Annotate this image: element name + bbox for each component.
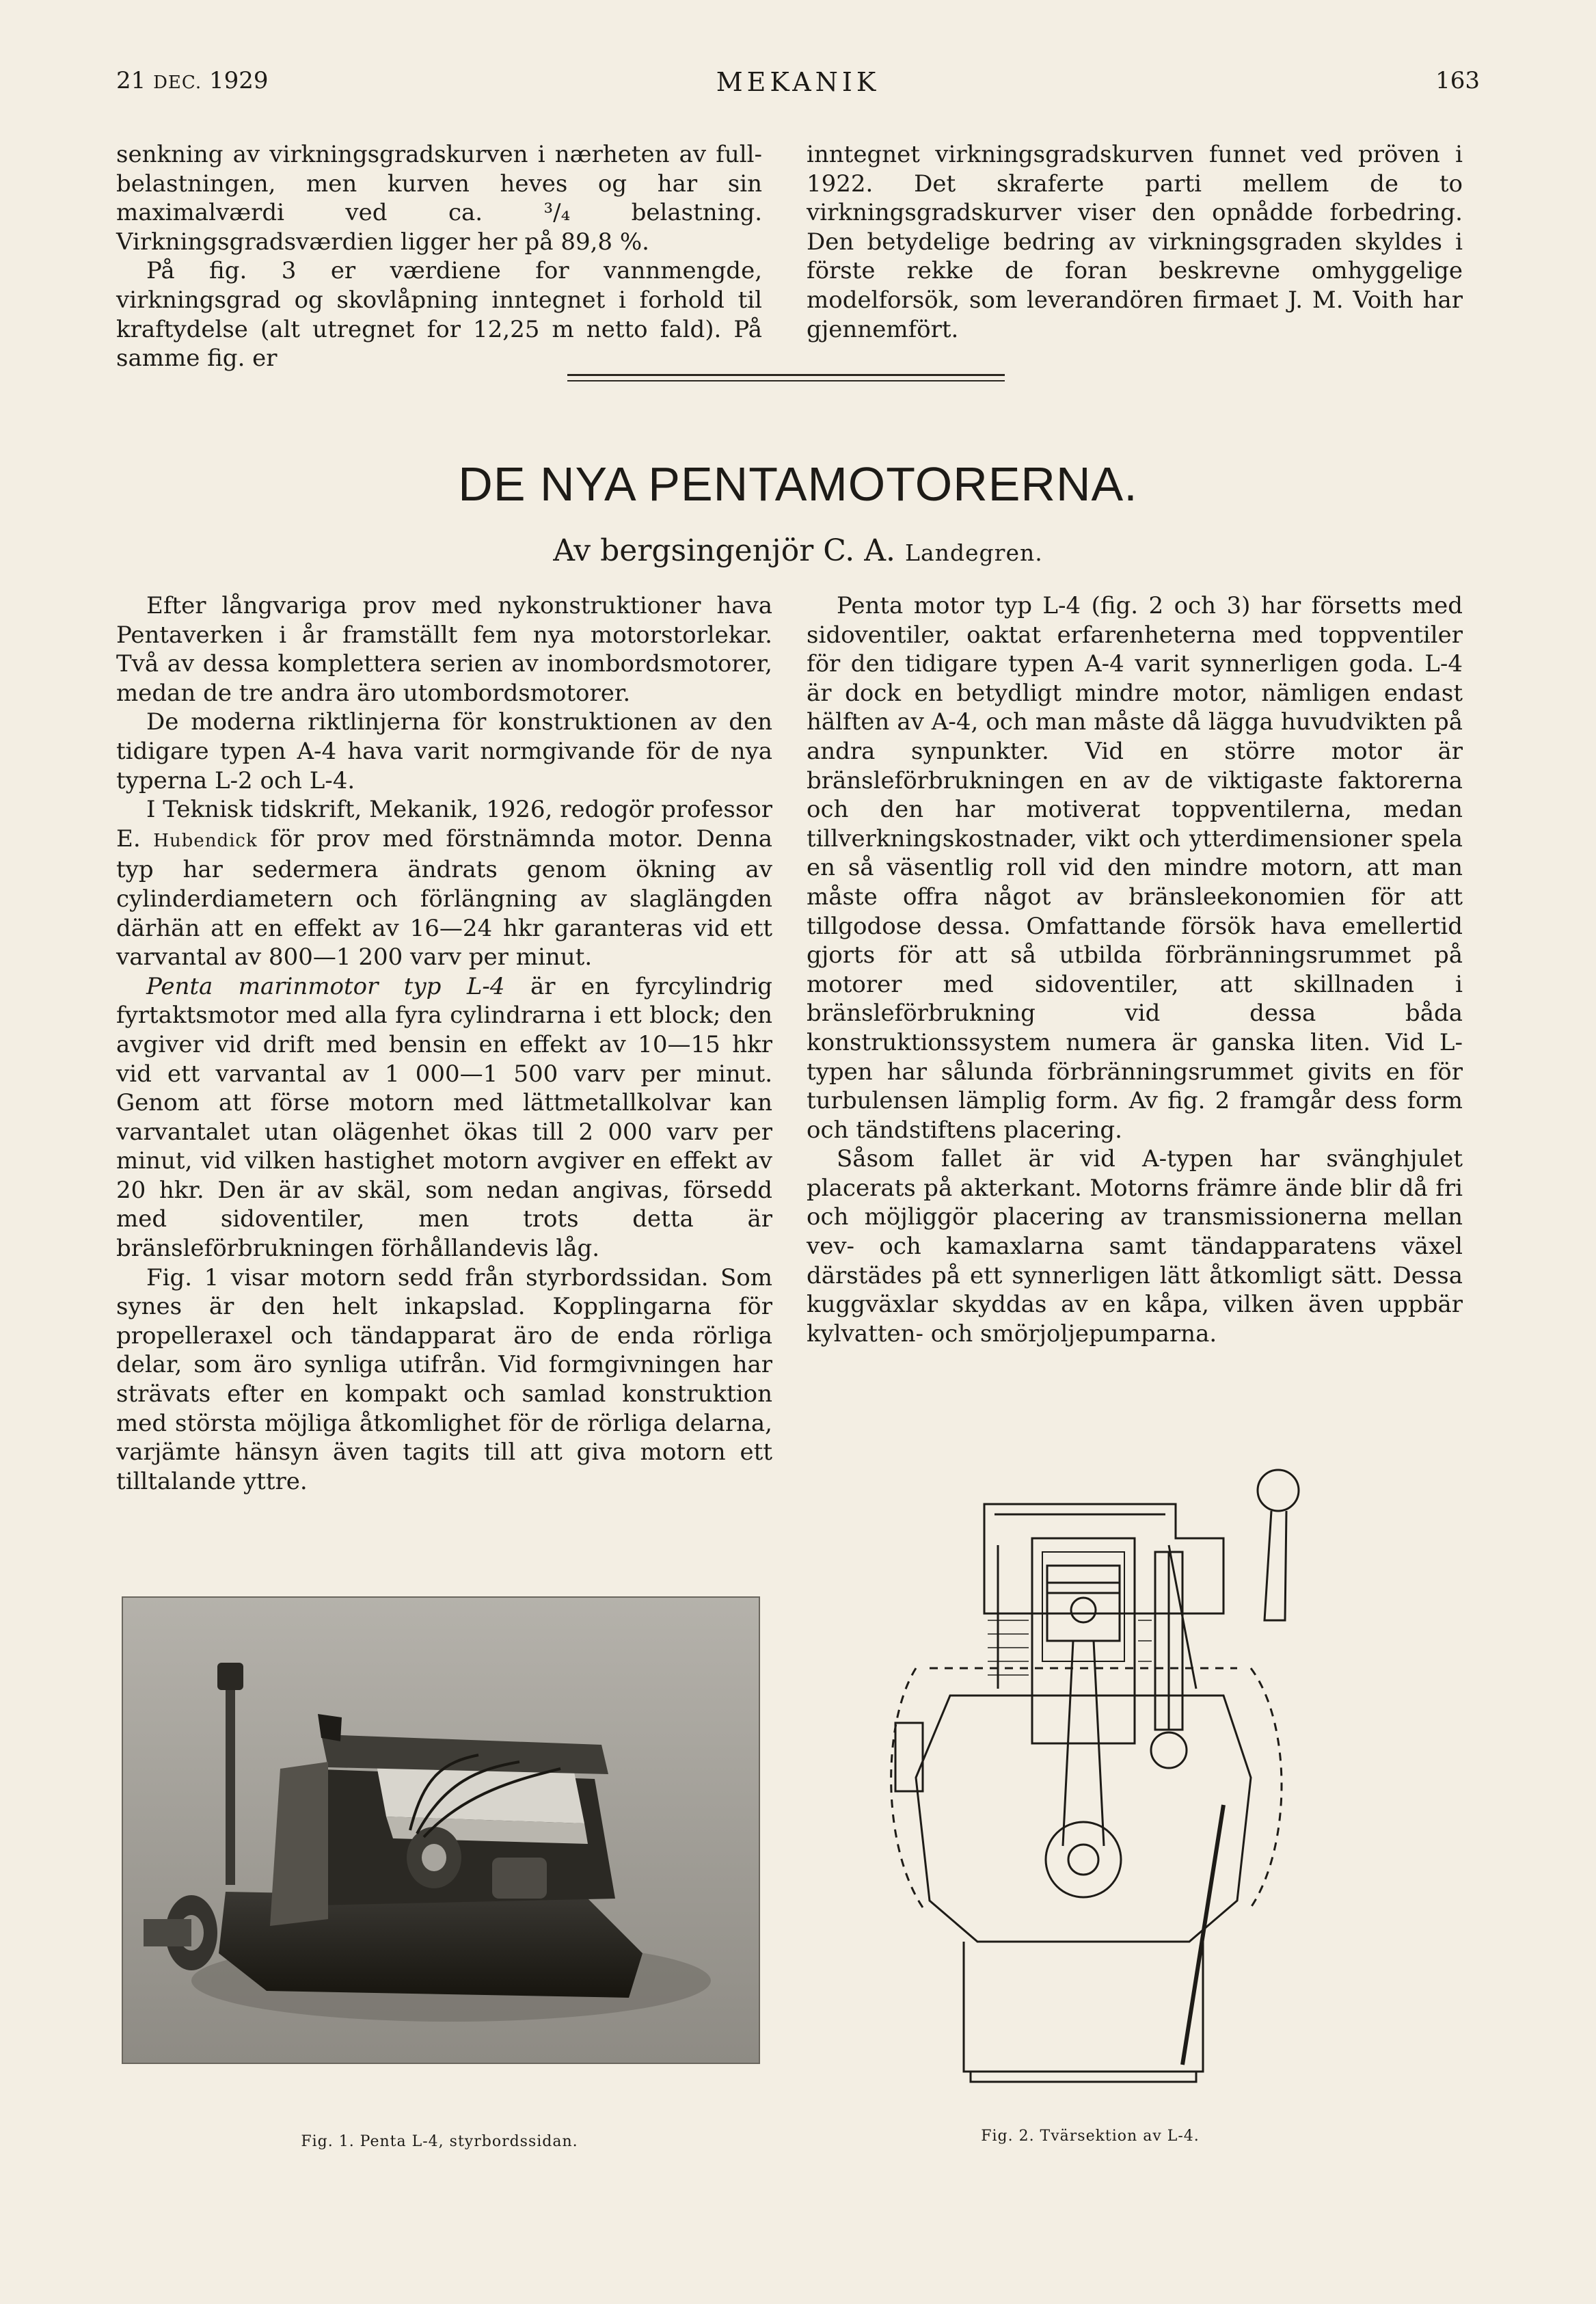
paragraph: Penta motor typ L-4 (fig. 2 och 3) har försetts med sidoventiler, oaktat erfarenheterna med toppventiler för den tidigare typen A-4 varit synnerligen goda. L-4 är dock en betydligt mindre motor, nämligen endast hälften av A-4, och man måste då lägga huvudvikten på andra synpunkter. Vid en större motor är bränsleförbrukningen en av de viktigaste faktorerna och den har motiverat toppventilerna, medan tillverkningskostnader, vikt och ytterdimensioner spela en så väsentlig roll vid den mindre motorn, att man måste offra något av bränsleekonomien för att tillgodose dessa. Omfattande försök hava emellertid gjorts för att så utbilda förbränningsrummet på motorer med sidoventiler, att skillnaden i bränsleförbrukning vid dessa båda konstruktionssystem numera är ganska liten. Vid L-typen har sålunda förbränningsrummet givits en för turbulensen lämplig form. Av fig. 2 framgår dess form och tändstiftens placering. [807,592,1463,1144]
byline: Av bergsingenjör C. A. Landegren. [553,533,1043,568]
running-head [116,67,1480,108]
paragraph: Efter långvariga prov med nykonstruktioner hava Pentaverken i år framställt fem nya motorstorlekar. Två av dessa komplettera serien av inombordsmotorer, medan de tre andra äro utombordsmotorer. [116,592,772,707]
section-divider [567,374,1005,385]
article-left-column [116,591,772,1496]
paragraph: Penta marinmotor typ L-4 är en fyrcylindrig fyrtaktsmotor med alla fyra cylindrarna i ett block; den avgiver vid drift med bensin en effekt av 10—15 hkr vid ett varvantal av 1 000—1 500 varv per minut. Genom att förse motorn med lättmetallkolvar kan varvantalet utan olägenhet ökas till 2 000 varv per minut, vid vilken hastighet motorn avgiver en effekt av 20 hkr. Den är av skäl, som nedan angivas, försedd med sidoventiler, men trots detta är bränsleförbrukningen förhållandevis låg. [116,972,772,1263]
figure-1-engine-photo [122,1596,760,2064]
figure-1-caption: Fig. 1. Penta L-4, styrbordssidan. [301,2133,578,2150]
paragraph: Fig. 1 visar motorn sedd från styrbordssidan. Som synes är den helt inkapslad. Kopplingarna för propelleraxel och tändapparat äro de enda rörliga delar, som äro synliga utifrån. Vid formgivningen har strävats efter en kompakt och samlad konstruktion med största möjliga åtkomlighet för de rörliga delarna, varjämte hänsyn även tagits till att giva motorn ett tilltalande yttre. [116,1263,772,1495]
article-right-column [807,591,1463,1348]
paragraph: De moderna riktlinjerna för konstruktionen av den tidigare typen A-4 hava varit normgivande för de nya typerna L-2 och L-4. [116,708,772,794]
figure-2-cross-section [868,1463,1312,2095]
page-number: 163 [1435,67,1480,94]
paragraph: På fig. 3 er værdiene for vannmengde, virkningsgrad og skovlåpning inntegnet i forhold til kraftydelse (alt utregnet for 12,25 m netto fald). På samme fig. er [116,257,762,373]
journal-name: MEKANIK [716,67,880,97]
author-name: Landegren. [905,539,1043,566]
article-title: DE NYA PENTAMOTORERNA. [458,457,1138,511]
engine-cross-section-drawing [868,1463,1312,2095]
paragraph: I Teknisk tidskrift, Mekanik, 1926, redogör professor E. Hubendick för prov med förstnämnda motor. Denna typ har sedermera ändrats genom ökning av cylinderdiametern och förlängning av slaglängden därhän att en effekt av 16—24 hkr garanteras vid ett varvantal av 800—1 200 varv per minut. [116,796,772,972]
paragraph: inntegnet virkningsgradskurven funnet ved pröven i 1922. Det skraferte parti mellem de to virkningsgradskurver viser den opnådde forbedring. Den betydelige bedring av virkningsgraden skyldes i förste rekke de foran beskrevne omhyggelige modelforsök, som leverandören firmaet J. M. Voith har gjennemfört. [807,141,1463,343]
paragraph: senkning av virkningsgradskurven i nærheten av full-belastningen, men kurven heves og har sin maximalværdi ved ca. ³/₄ belastning. Virkningsgradsværdien ligger her på 89,8 %. [116,141,762,256]
issue-date: 21 DEC. 1929 [116,67,269,94]
engine-photo-illustration [123,1598,759,2063]
person-name: Hubendick [153,830,258,851]
prev-article-left-column [116,140,762,373]
paragraph: Såsom fallet är vid A-typen har svänghjulet placerats på akterkant. Motorns främre ände blir då fri och möjliggör placering av transmissionerna mellan vev- och kamaxlarna samt tändapparatens växel därstädes på ett synnerligen lätt åtkomligt sätt. Dessa kuggväxlar skyddas av en kåpa, vilken även uppbär kylvatten- och smörjoljepumparna. [807,1145,1463,1348]
figure-2-caption: Fig. 2. Tvärsektion av L-4. [981,2128,1200,2145]
prev-article-right-column [807,140,1463,344]
